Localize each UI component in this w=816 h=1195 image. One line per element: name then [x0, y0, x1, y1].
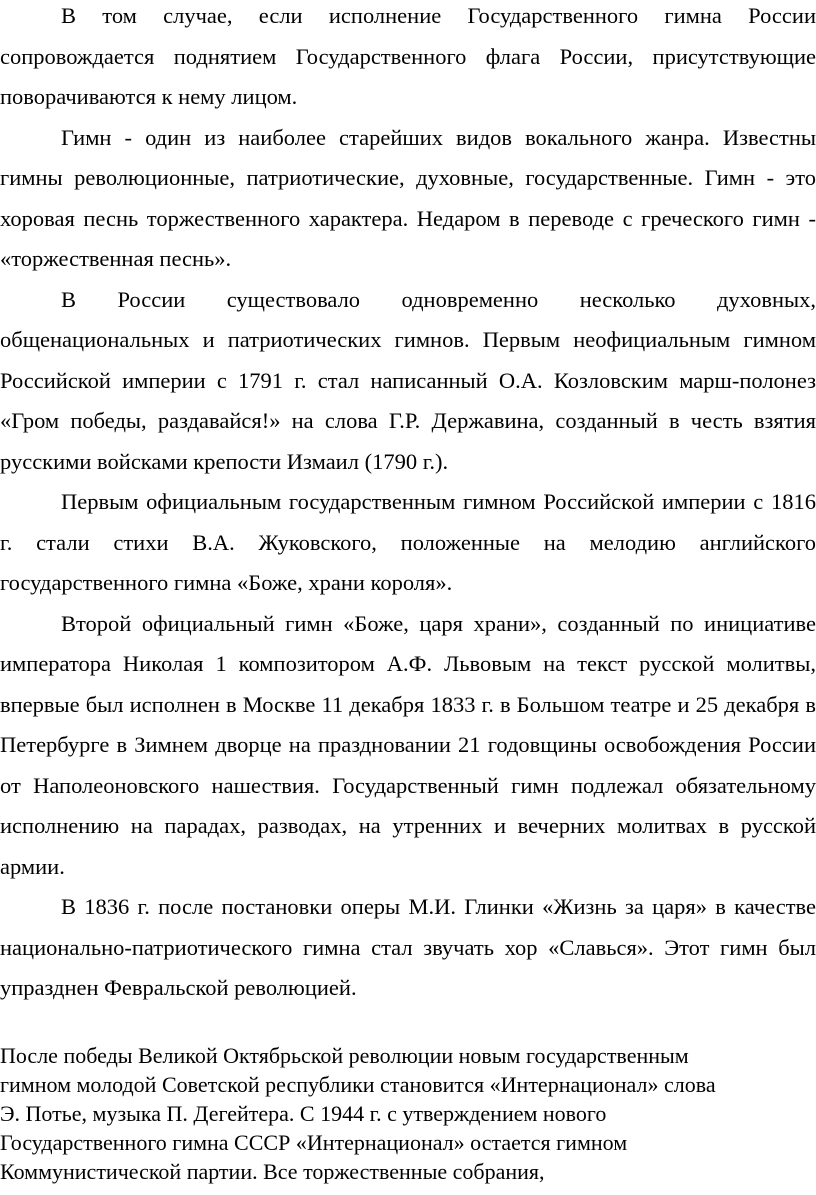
paragraph-7-line-4: Государственного гимна СССР «Интернационал» остается гимном [0, 1130, 628, 1155]
paragraph-7-line-1: После победы Великой Октябрьской революции новым государственным [0, 1043, 689, 1068]
paragraph-7 [0, 1041, 816, 1186]
paragraph-3: В России существовало одновременно несколько духовных, общенациональных и патриотических гимнов. Первым неофициальным гимном Российской империи с 1791 г. стал написанный О.А. Козловским марш-полонез «Гром победы, раздавайся!» на слова Г.Р. Державина, созданный в честь взятия русскими войсками крепости Измаил (1790 г.). [0, 286, 816, 474]
paragraph-2: Гимн - один из наиболее старейших видов вокального жанра. Известны гимны революционные, патриотические, духовные, государственные. Гимн - это хоровая песнь торжественного характера. Недаром в переводе с греческого гимн - «торжественная песнь». [0, 124, 816, 271]
paragraph-7-line-2: гимном молодой Советской республики становится «Интернационал» слова [0, 1072, 716, 1097]
paragraph-6: В 1836 г. после постановки оперы М.И. Глинки «Жизнь за царя» в качестве национально-патриотического гимна стал звучать хор «Славься». Этот гимн был упразднен Февральской революцией. [0, 894, 816, 1000]
paragraph-5: Второй официальный гимн «Боже, царя храни», созданный по инициативе императора Николая 1 композитором А.Ф. Львовым на текст русской молитвы, впервые был исполнен в Москве 11 декабря 1833 г. в Большом театре и 25 декабря в Петербурге в Зимнем дворце на праздновании 21 годовщины освобождения России от Наполеоновского нашествия. Государственный гимн подлежал обязательному исполнению на парадах, разводах, на утренних и вечерних молитвах в русской армии. [0, 610, 816, 879]
paragraph-7-line-5: Коммунистической партии. Все торжественные собрания, [0, 1159, 545, 1184]
paragraph-1: В том случае, если исполнение Государственного гимна России сопровождается поднятием Государственного флага России, присутствующие поворачиваются к нему лицом. [0, 3, 816, 109]
paragraph-4: Первым официальным государственным гимном Российской империи с 1816 г. стали стихи В.А. Жуковского, положенные на мелодию английского государственного гимна «Боже, храни короля». [0, 489, 816, 595]
paragraph-7-line-3: Э. Потье, музыка П. Дегейтера. С 1944 г. с утверждением нового [0, 1101, 607, 1126]
